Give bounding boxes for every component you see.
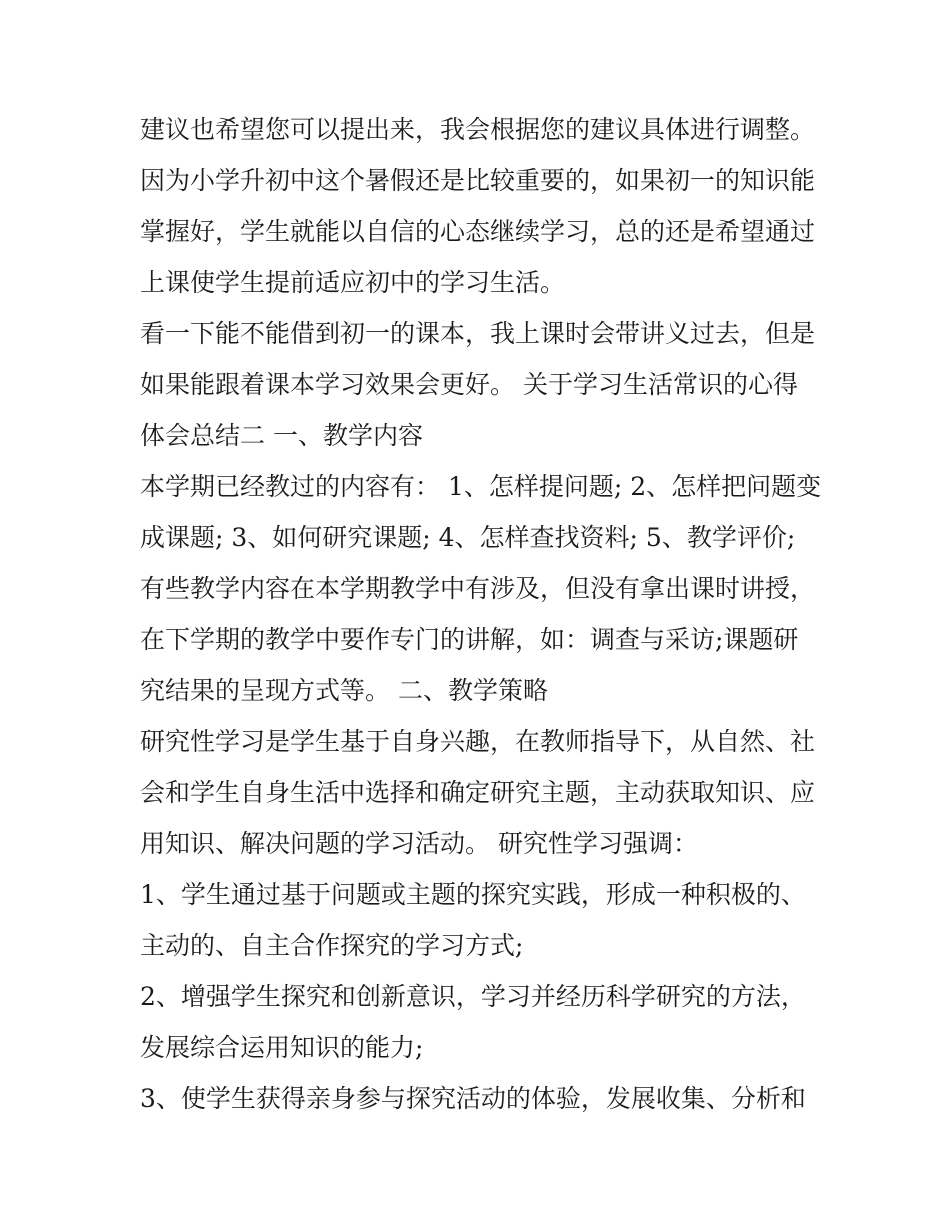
- text-line: 看一下能不能借到初一的课本，我上课时会带讲义过去，但是: [140, 319, 816, 348]
- text-line: 究结果的呈现方式等。 二、教学策略: [140, 676, 548, 705]
- text-line: 因为小学升初中这个暑假还是比较重要的，如果初一的知识能: [140, 166, 816, 195]
- text-line: 会和学生自身生活中选择和确定研究主题，主动获取知识、应: [140, 778, 816, 807]
- text-line: 在下学期的教学中要作专门的讲解，如：调查与采访;课题研: [140, 625, 799, 654]
- text-line: 上课使学生提前适应初中的学习生活。: [140, 268, 566, 297]
- text-line: 体会总结二 一、教学内容: [140, 421, 423, 450]
- text-line: 2、增强学生探究和创新意识，学习并经历科学研究的方法，: [140, 982, 806, 1011]
- text-line: 本学期已经教过的内容有： 1、怎样提问题; 2、怎样把问题变: [140, 472, 822, 501]
- body-text: [140, 104, 830, 1124]
- text-line: 用知识、解决问题的学习活动。 研究性学习强调：: [140, 829, 698, 858]
- text-line: 有些教学内容在本学期教学中有涉及，但没有拿出课时讲授，: [140, 574, 816, 603]
- text-line: 成课题; 3、如何研究课题; 4、怎样查找资料; 5、教学评价;: [140, 523, 796, 552]
- text-line: 1、学生通过基于问题或主题的探究实践，形成一种积极的、: [140, 880, 806, 909]
- text-line: 3、使学生获得亲身参与探究活动的体验，发展收集、分析和: [140, 1084, 806, 1113]
- text-line: 建议也希望您可以提出来，我会根据您的建议具体进行调整。: [140, 115, 816, 144]
- text-line: 发展综合运用知识的能力;: [140, 1033, 424, 1062]
- text-line: 研究性学习是学生基于自身兴趣，在教师指导下，从自然、社: [140, 727, 816, 756]
- text-line: 如果能跟着课本学习效果会更好。 关于学习生活常识的心得: [140, 370, 798, 399]
- text-line: 主动的、自主合作探究的学习方式;: [140, 931, 524, 960]
- text-line: 掌握好，学生就能以自信的心态继续学习，总的还是希望通过: [140, 217, 816, 246]
